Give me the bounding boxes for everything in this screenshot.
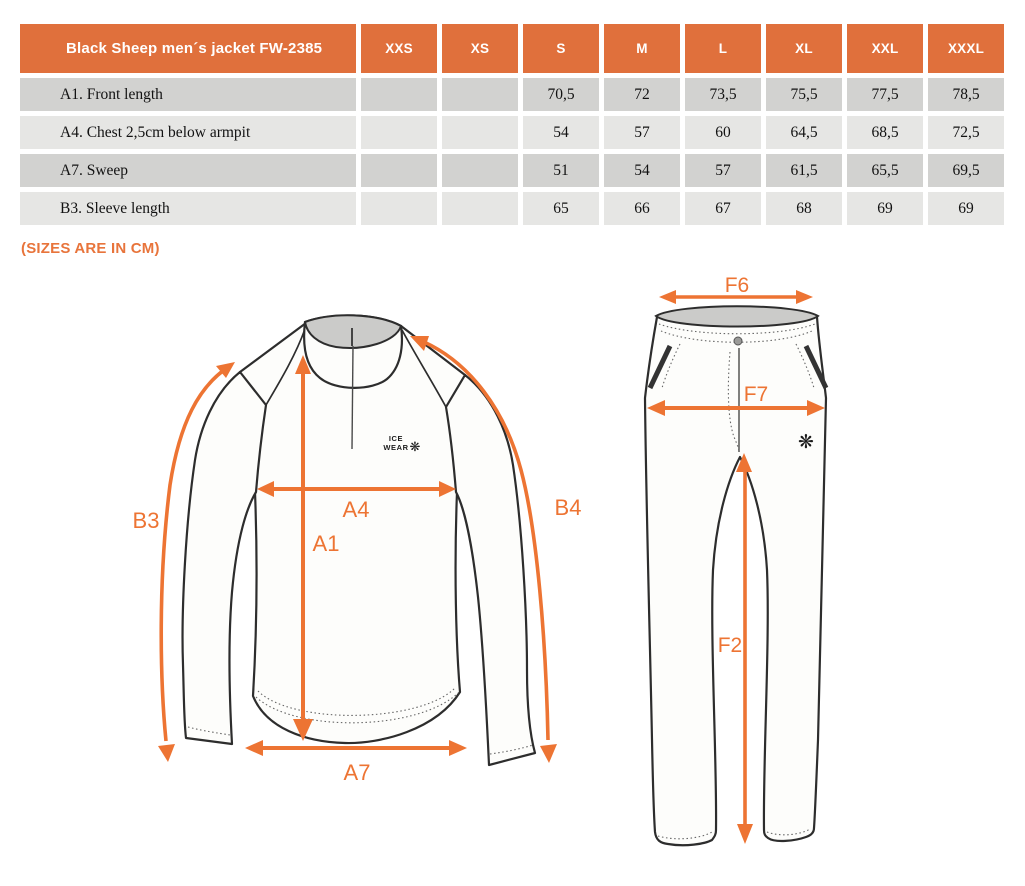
brand-snowflake-icon: ❋: [798, 431, 814, 453]
arrowhead: [245, 740, 263, 756]
table-cell: 68,5: [847, 116, 923, 149]
measure-label-b4: B4: [554, 495, 582, 520]
measure-label-f2: F2: [717, 634, 743, 657]
table-cell: 66: [604, 192, 680, 225]
arrowhead: [449, 740, 467, 756]
row-label: A1. Front length: [20, 78, 356, 111]
table-cell: 78,5: [928, 78, 1004, 111]
size-header-m: M: [604, 24, 680, 73]
table-cell: 61,5: [766, 154, 842, 187]
size-header-xs: XS: [442, 24, 518, 73]
measure-label-f6: F6: [724, 274, 750, 297]
measure-label-a4: A4: [342, 497, 370, 522]
table-cell: 57: [604, 116, 680, 149]
table-cell: 70,5: [523, 78, 599, 111]
table-cell: 54: [523, 116, 599, 149]
jacket-zipper: [352, 346, 353, 449]
brand-logo-text-bottom: WEAR: [383, 443, 409, 452]
sizes-unit-note: (SIZES ARE IN CM): [21, 240, 160, 257]
size-header-xl: XL: [766, 24, 842, 73]
table-cell: 54: [604, 154, 680, 187]
size-header-xxs: XXS: [361, 24, 437, 73]
table-cell: 65,5: [847, 154, 923, 187]
measure-label-a7: A7: [343, 760, 371, 785]
brand-logo-text-top: ICE: [388, 434, 404, 443]
arrowhead: [540, 744, 557, 763]
table-cell: 72: [604, 78, 680, 111]
jacket-right-sleeve: [446, 375, 535, 765]
table-cell: 69,5: [928, 154, 1004, 187]
table-cell: 51: [523, 154, 599, 187]
pants-button: [734, 337, 742, 345]
table-cell: 69: [847, 192, 923, 225]
measure-label-b3: B3: [132, 508, 160, 533]
arrowhead: [796, 290, 813, 304]
table-cell: 72,5: [928, 116, 1004, 149]
pants-waist-opening: [656, 306, 818, 326]
measure-arrow-f6: [659, 274, 813, 304]
pants-drawing: [645, 306, 826, 845]
arrowhead: [737, 824, 753, 844]
table-cell: 69: [928, 192, 1004, 225]
size-header-xxl: XXL: [847, 24, 923, 73]
size-header-l: L: [685, 24, 761, 73]
measure-arrow-f2: [718, 453, 753, 844]
brand-snowflake-icon: ❋: [409, 440, 421, 455]
table-cell: 75,5: [766, 78, 842, 111]
table-cell: 67: [685, 192, 761, 225]
table-cell: 65: [523, 192, 599, 225]
table-cell: 68: [766, 192, 842, 225]
arrowhead: [158, 744, 175, 762]
pants-body: [645, 317, 826, 845]
table-title: Black Sheep men´s jacket FW-2385: [20, 24, 356, 73]
size-header-s: S: [523, 24, 599, 73]
measure-label-a1: A1: [312, 531, 340, 556]
row-label: A7. Sweep: [20, 154, 356, 187]
table-cell: 57: [685, 154, 761, 187]
size-header-xxxl: XXXL: [928, 24, 1004, 73]
table-cell: 60: [685, 116, 761, 149]
jacket-drawing: [183, 315, 535, 765]
measure-label-f7: F7: [743, 383, 769, 406]
row-label: A4. Chest 2,5cm below armpit: [20, 116, 356, 149]
measure-arrow-a7: [245, 740, 467, 785]
table-cell: 77,5: [847, 78, 923, 111]
table-cell: 64,5: [766, 116, 842, 149]
table-cell: 73,5: [685, 78, 761, 111]
arrowhead: [659, 290, 676, 304]
row-label: B3. Sleeve length: [20, 192, 356, 225]
